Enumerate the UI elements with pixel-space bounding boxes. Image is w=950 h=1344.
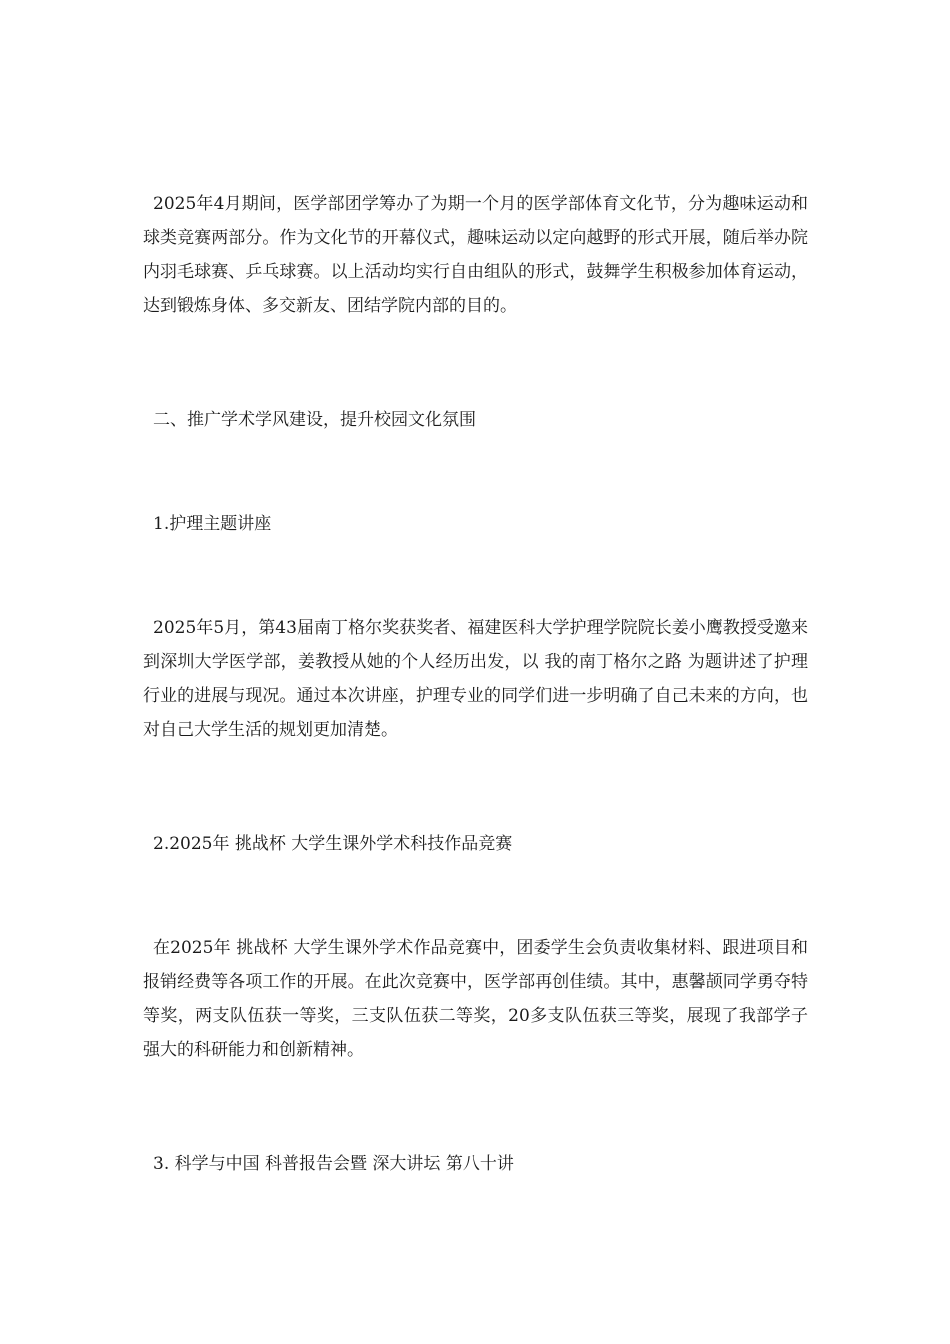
subheading-science-china: 3. 科学与中国 科普报告会暨 深大讲坛 第八十讲 — [153, 1154, 514, 1174]
section-heading-academic: 二、推广学术学风建设，提升校园文化氛围 — [153, 410, 476, 430]
paragraph-sports-festival: 2025年4月期间，医学部团学筹办了为期一个月的医学部体育文化节，分为趣味运动和球类竞赛两部分。作为文化节的开幕仪式，趣味运动以定向越野的形式开展，随后举办院内羽毛球赛、乒乓球赛。以上活动均实行自由组队的形式，鼓舞学生积极参加体育运动，达到锻炼身体、多交新友、团结学院内部的目的。 — [143, 194, 808, 316]
paragraph-nursing-lecture: 2025年5月，第43届南丁格尔奖获奖者、福建医科大学护理学院院长姜小鹰教授受邀来到深圳大学医学部，姜教授从她的个人经历出发，以 我的南丁格尔之路 为题讲述了护理行业的进展与现况。通过本次讲座，护理专业的同学们进一步明确了自己未来的方向，也对自己大学生活的规划更加清楚。 — [143, 618, 808, 740]
subheading-nursing-lecture: 1.护理主题讲座 — [153, 514, 272, 534]
paragraph-challenge-cup: 在2025年 挑战杯 大学生课外学术作品竞赛中，团委学生会负责收集材料、跟进项目和报销经费等各项工作的开展。在此次竞赛中，医学部再创佳绩。其中，惠馨颉同学勇夺特等奖，两支队伍获一等奖，三支队伍获二等奖，20多支队伍获三等奖，展现了我部学子强大的科研能力和创新精神。 — [143, 938, 808, 1060]
subheading-challenge-cup: 2.2025年 挑战杯 大学生课外学术科技作品竞赛 — [153, 834, 513, 854]
